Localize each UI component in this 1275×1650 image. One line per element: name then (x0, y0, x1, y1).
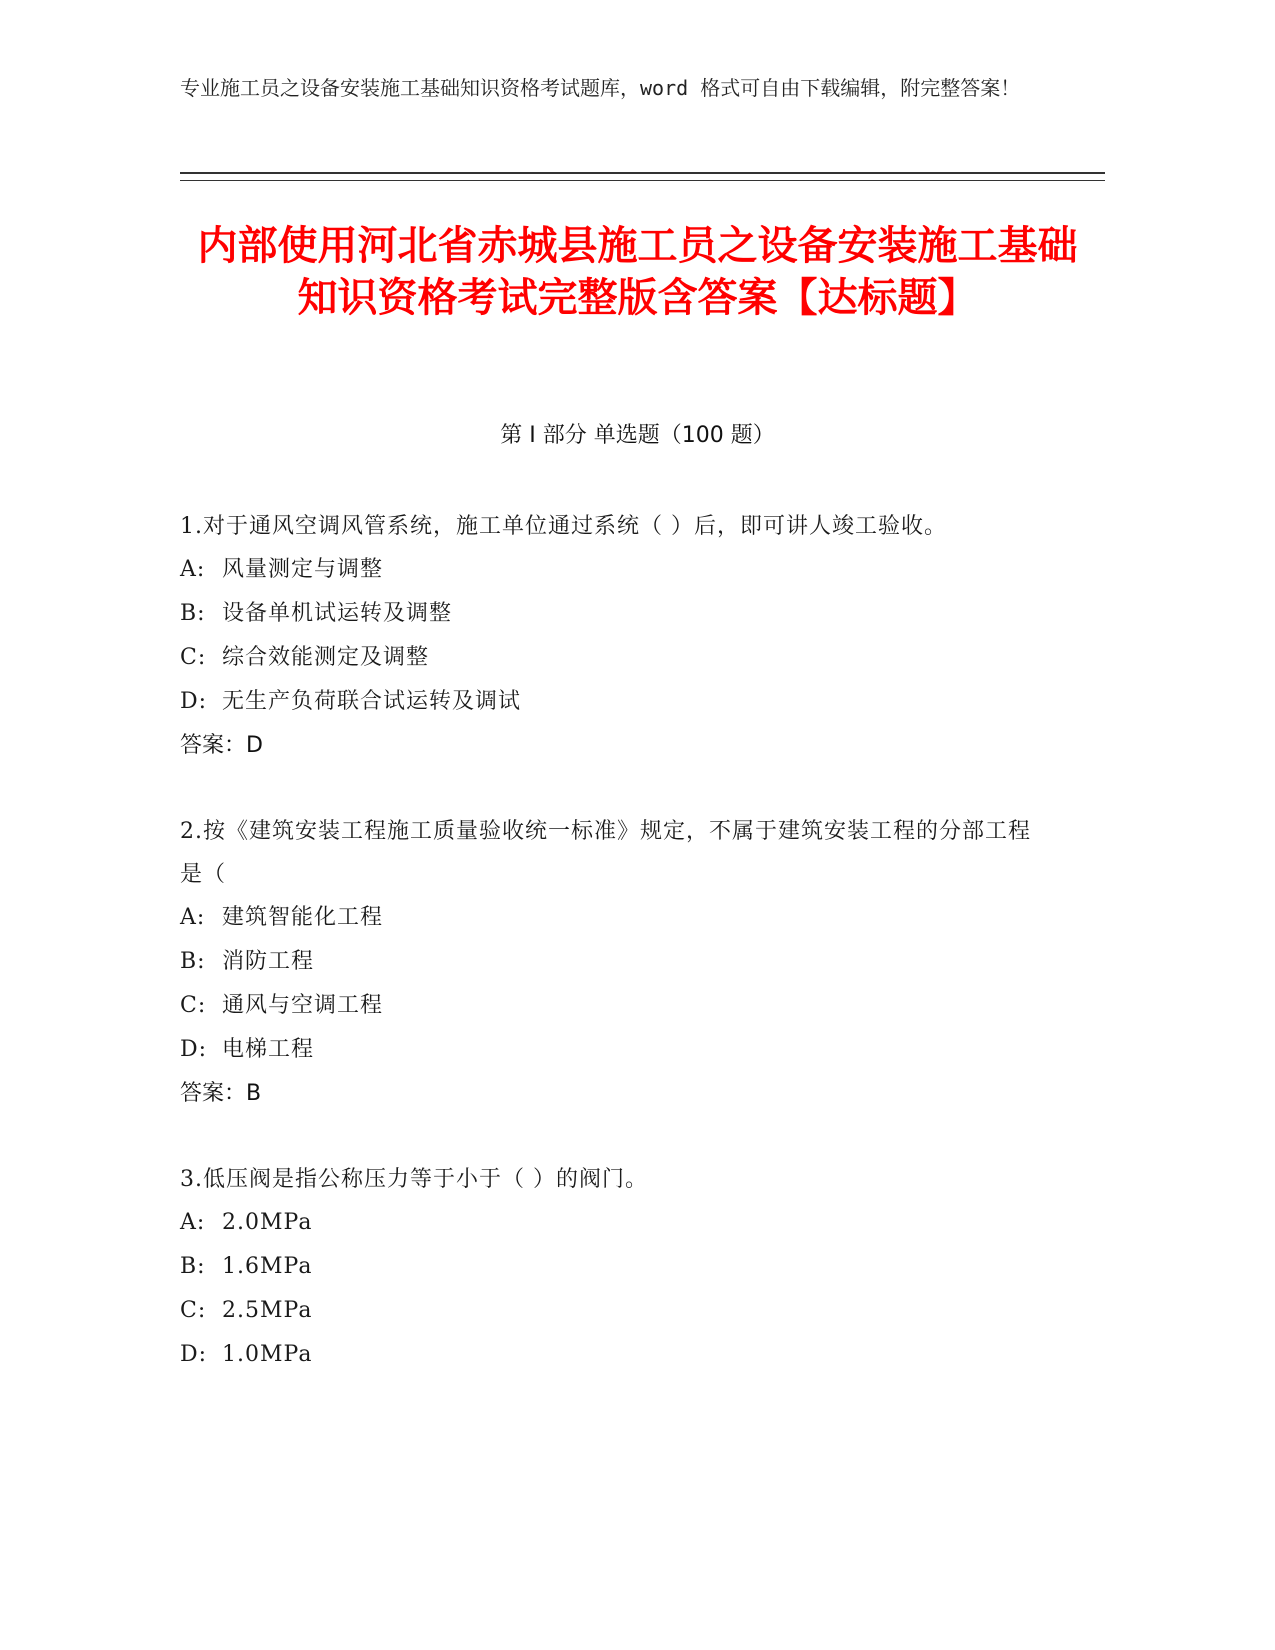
option-key: B: (180, 949, 206, 974)
question-text: 2.按《建筑安装工程施工质量验收统一标准》规定，不属于建筑安装工程的分部工程是（ (180, 819, 1031, 887)
option-c (180, 984, 1040, 1028)
option-text: 风量测定与调整 (222, 557, 384, 582)
option-c (180, 1289, 1040, 1333)
option-b (180, 1245, 1040, 1289)
section-title: 第 I 部分 单选题（100 题） (500, 423, 775, 448)
option-key: A: (180, 905, 206, 930)
option-key: D: (180, 1037, 208, 1062)
question-1 (180, 505, 1040, 768)
option-key: D: (180, 689, 208, 714)
option-text: 电梯工程 (222, 1037, 315, 1062)
option-text: 2.5MPa (222, 1298, 313, 1323)
question-text: 3.低压阀是指公称压力等于小于（ ）的阀门。 (180, 1167, 648, 1192)
answer-line: 答案：D (180, 733, 263, 758)
option-d (180, 1333, 1040, 1377)
question-3 (180, 1158, 1040, 1377)
document-title: 内部使用河北省赤城县施工员之设备安装施工基础知识资格考试完整版含答案【达标题】 (197, 223, 1078, 321)
option-key: B: (180, 1254, 206, 1279)
option-key: C: (180, 1298, 207, 1323)
option-a (180, 896, 1040, 940)
question-list (180, 505, 1040, 1377)
option-key: A: (180, 557, 206, 582)
option-text: 建筑智能化工程 (222, 905, 384, 930)
option-text: 综合效能测定及调整 (222, 645, 430, 670)
option-key: D: (180, 1342, 208, 1367)
question-2 (180, 810, 1040, 1116)
answer-line: 答案：B (180, 1081, 262, 1106)
header-divider-thick (180, 172, 1105, 174)
option-text: 消防工程 (222, 949, 315, 974)
header-divider-thin (180, 180, 1105, 181)
option-text: 1.0MPa (222, 1342, 313, 1367)
option-text: 2.0MPa (222, 1210, 313, 1235)
question-text: 1.对于通风空调风管系统，施工单位通过系统（ ）后，即可讲人竣工验收。 (180, 514, 947, 539)
option-text: 1.6MPa (222, 1254, 313, 1279)
option-text: 设备单机试运转及调整 (222, 601, 453, 626)
option-c (180, 636, 1040, 680)
option-text: 通风与空调工程 (222, 993, 384, 1018)
option-a (180, 548, 1040, 592)
option-key: B: (180, 601, 206, 626)
spacer (180, 768, 1040, 810)
option-b (180, 940, 1040, 984)
option-a (180, 1201, 1040, 1245)
option-d (180, 680, 1040, 724)
option-key: A: (180, 1210, 206, 1235)
option-key: C: (180, 645, 207, 670)
header-note: 专业施工员之设备安装施工基础知识资格考试题库，word 格式可自由下载编辑，附完整答案！ (180, 76, 1021, 100)
option-d (180, 1028, 1040, 1072)
option-text: 无生产负荷联合试运转及调试 (222, 689, 522, 714)
spacer (180, 1116, 1040, 1158)
option-key: C: (180, 993, 207, 1018)
option-b (180, 592, 1040, 636)
